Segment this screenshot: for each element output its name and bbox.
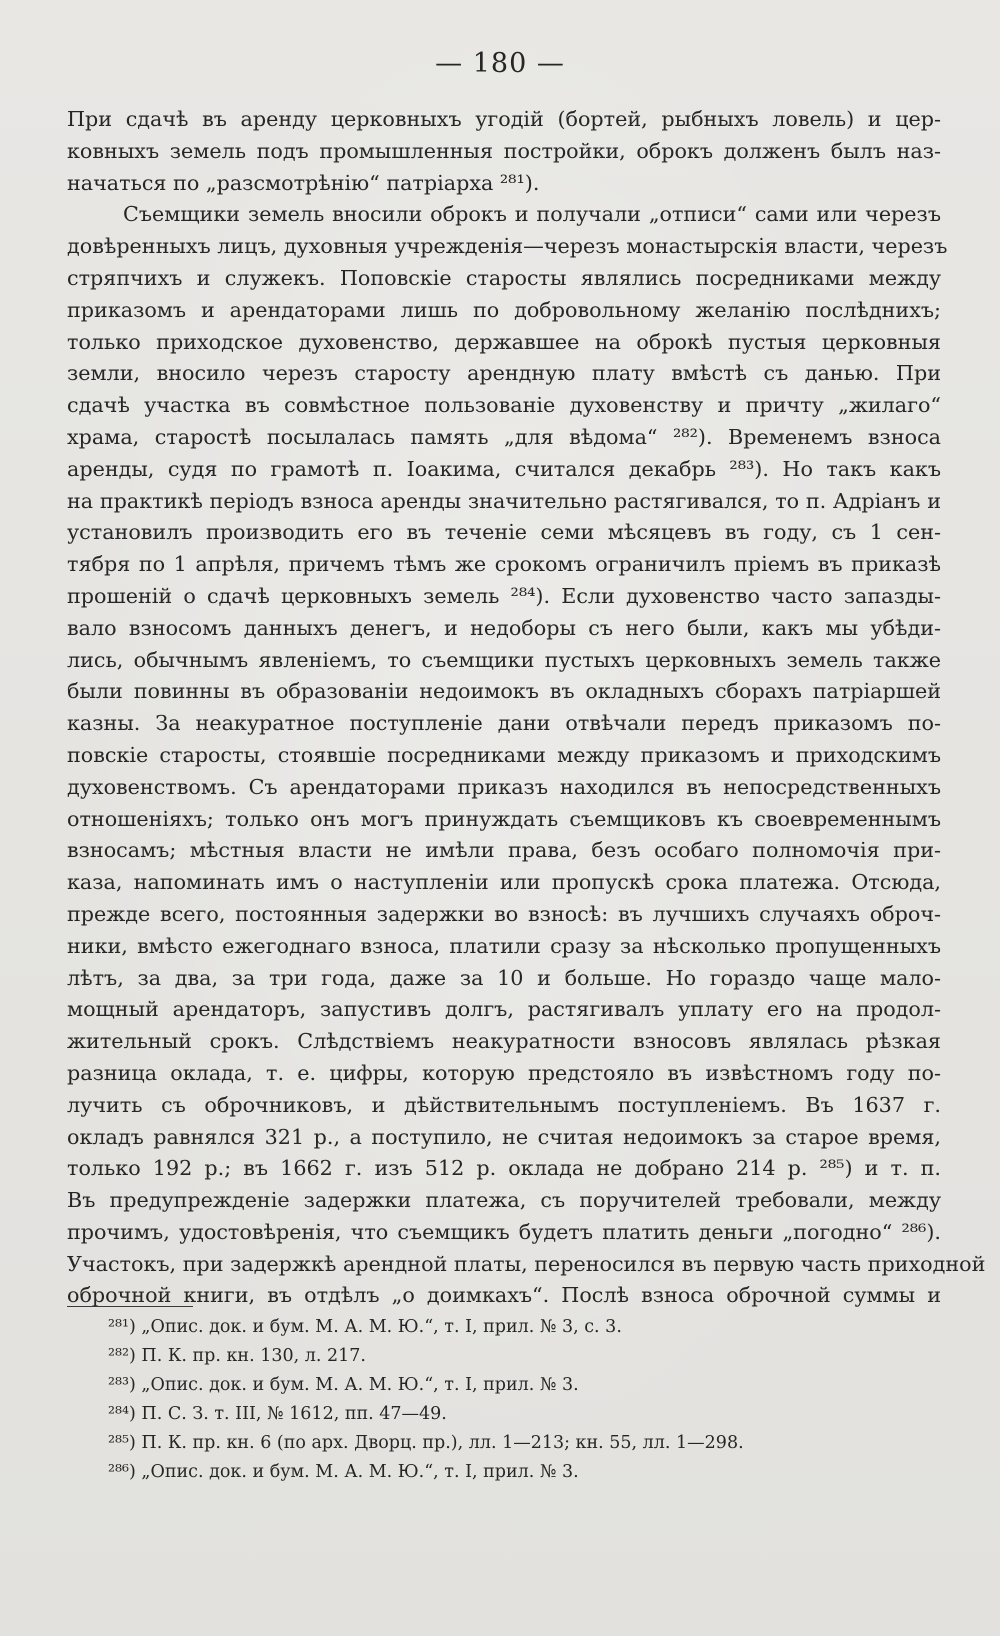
text-line: земли, вносило черезъ старосту арендную плату вмѣстѣ съ данью. При (67, 361, 941, 386)
text-line: стряпчихъ и служекъ. Поповскіе старосты являлись посредниками между (67, 265, 941, 290)
text-line: тября по 1 апрѣля, причемъ тѣмъ же срокомъ ограничилъ пріемъ въ приказѣ (67, 552, 941, 577)
text-line: прошеній о сдачѣ церковныхъ земель ²⁸⁴). Если духовенство часто запазды- (67, 583, 941, 608)
text-line: установилъ производить его въ теченіе семи мѣсяцевъ въ году, съ 1 сен- (67, 520, 941, 545)
text-line: ковныхъ земель подъ промышленныя постройки, оброкъ долженъ былъ наз- (67, 138, 941, 163)
text-line: довѣренныхъ лицъ, духовныя учрежденія—черезъ монастырскія власти, черезъ (67, 234, 948, 259)
text-line: храма, старостѣ посылалась память „для вѣдома“ ²⁸²). Временемъ взноса (67, 424, 941, 449)
text-line: Участокъ, при задержкѣ арендной платы, переносился въ первую часть приходной (67, 1251, 986, 1276)
text-line: казны. За неакуратное поступленіе дани отвѣчали передъ приказомъ по- (67, 711, 941, 736)
text-line: окладъ равнялся 321 р., а поступило, не считая недоимокъ за старое время, (67, 1124, 941, 1149)
text-line: начаться по „разсмотрѣнію“ патріарха ²⁸¹). (67, 170, 540, 195)
text-line: повскіе старосты, стоявшіе посредниками между приказомъ и приходскимъ (67, 742, 941, 767)
text-line: жительный срокъ. Слѣдствіемъ неакуратности взносовъ являлась рѣзкая (67, 1029, 941, 1054)
footnote: ²⁸¹) „Опис. док. и бум. М. А. М. Ю.“, т. I, прил. № 3, с. 3. (108, 1317, 622, 1337)
text-line: каза, напоминать имъ о наступленіи или пропускѣ срока платежа. Отсюда, (67, 870, 941, 895)
text-line: При сдачѣ въ аренду церковныхъ угодій (бортей, рыбныхъ ловель) и цер- (67, 107, 941, 131)
footnote: ²⁸³) „Опис. док. и бум. М. А. М. Ю.“, т. I, прил. № 3. (108, 1375, 579, 1395)
text-line: на практикѣ періодъ взноса аренды значительно растягивался, то п. Адріанъ и (67, 488, 941, 513)
text-line: Въ предупрежденіе задержки платежа, съ поручителей требовали, между (67, 1188, 941, 1213)
footnote: ²⁸⁶) „Опис. док. и бум. М. А. М. Ю.“, т. I, прил. № 3. (108, 1462, 579, 1482)
footnote: ²⁸⁵) П. К. пр. кн. 6 (по арх. Дворц. пр.), лл. 1—213; кн. 55, лл. 1—298. (108, 1433, 744, 1453)
footnote-divider (67, 1306, 193, 1307)
text-line: ники, вмѣсто ежегоднаго взноса, платили сразу за нѣсколько пропущенныхъ (67, 933, 941, 958)
text-line: оброчной книги, въ отдѣлъ „о доимкахъ“. Послѣ взноса оброчной суммы и (67, 1283, 941, 1308)
text-line: были повинны въ образованіи недоимокъ въ окладныхъ сборахъ патріаршей (67, 679, 941, 704)
text-line: лѣтъ, за два, за три года, даже за 10 и больше. Но гораздо чаще мало- (67, 965, 941, 990)
text-line: лись, обычнымъ явленіемъ, то съемщики пустыхъ церковныхъ земель также (67, 647, 941, 672)
text-line: только приходское духовенство, державшее на оброкѣ пустыя церковныя (67, 329, 941, 354)
text-line: взносамъ; мѣстныя власти не имѣли права, безъ особаго полномочія при- (67, 838, 941, 863)
text-line: вало взносомъ данныхъ денегъ, и недоборы съ него были, какъ мы убѣди- (67, 615, 941, 640)
footnotes (108, 1313, 928, 1487)
text-line: аренды, судя по грамотѣ п. Іоакима, считался декабрь ²⁸³). Но такъ какъ (67, 456, 941, 481)
text-line: разница оклада, т. е. цифры, которую предстояло въ извѣстномъ году по- (67, 1060, 941, 1085)
body-text (67, 104, 986, 1312)
text-line: прежде всего, постоянныя задержки во взносѣ: въ лучшихъ случаяхъ оброч- (67, 901, 941, 926)
text-line: лучить съ оброчниковъ, и дѣйствительнымъ поступленіемъ. Въ 1637 г. (67, 1092, 941, 1117)
text-line: только 192 р.; въ 1662 г. изъ 512 р. оклада не добрано 214 р. ²⁸⁵) и т. п. (67, 1156, 941, 1181)
text-line: отношеніяхъ; только онъ могъ принуждать съемщиковъ къ своевременнымъ (67, 806, 941, 831)
text-line: мощный арендаторъ, запустивъ долгъ, растягивалъ уплату его на продол- (67, 997, 941, 1022)
text-line: сдачѣ участка въ совмѣстное пользованіе духовенству и причту „жилаго“ (67, 393, 941, 418)
page-number: — 180 — (435, 48, 565, 79)
text-line: Съемщики земель вносили оброкъ и получали „отписи“ сами или черезъ (123, 202, 941, 227)
footnote: ²⁸²) П. К. пр. кн. 130, л. 217. (108, 1346, 366, 1366)
text-line: приказомъ и арендаторами лишь по добровольному желанію послѣднихъ; (67, 297, 941, 322)
text-line: прочимъ, удостовѣренія, что съемщикъ будетъ платить деньги „погодно“ ²⁸⁶). (67, 1219, 941, 1244)
footnote: ²⁸⁴) П. С. З. т. III, № 1612, пп. 47—49. (108, 1404, 447, 1424)
text-line: духовенствомъ. Съ арендаторами приказъ находился въ непосредственныхъ (67, 774, 941, 799)
